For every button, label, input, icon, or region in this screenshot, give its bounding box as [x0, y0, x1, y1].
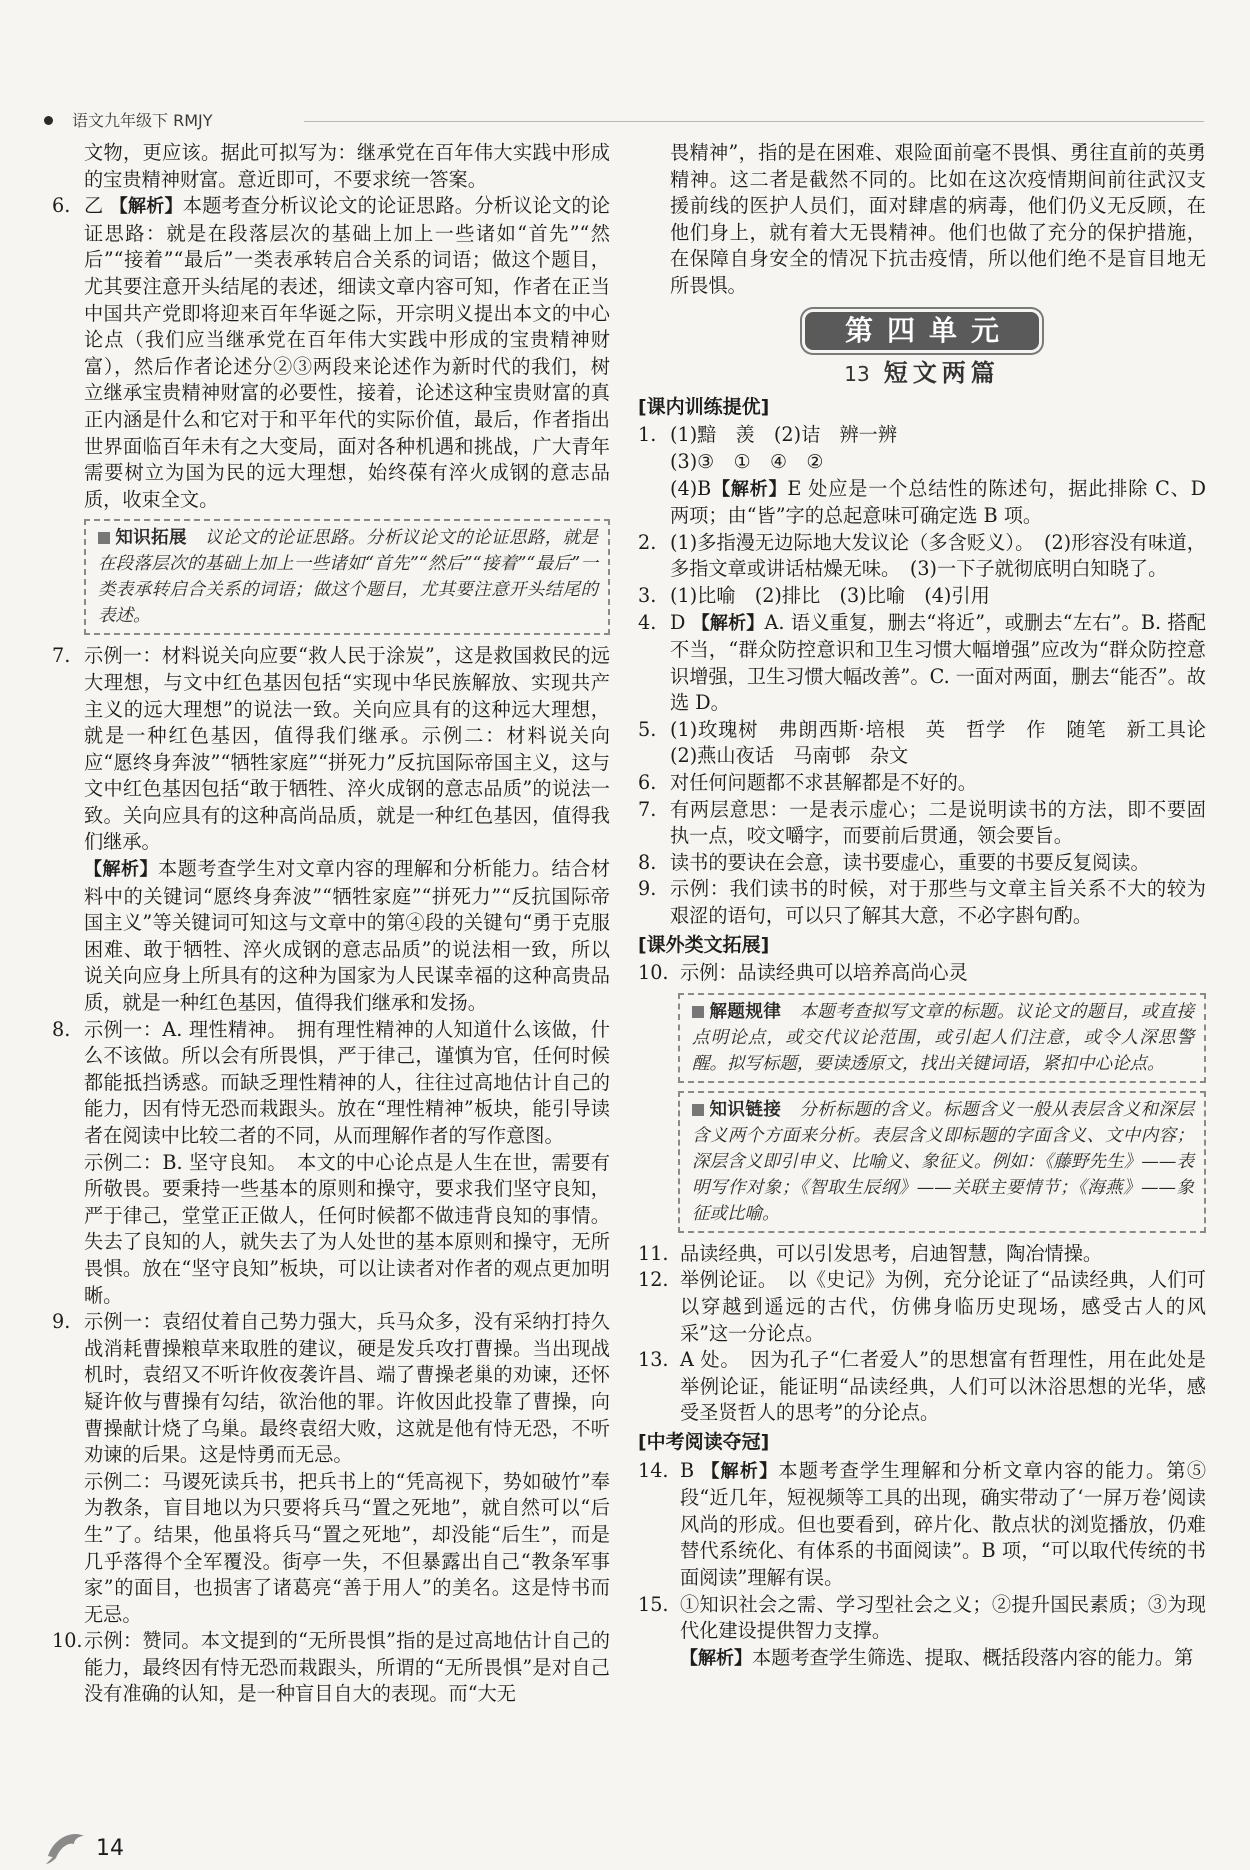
dolphin-icon: [44, 1826, 90, 1866]
section-in-class: [课内训练提优]: [638, 395, 770, 418]
header-title: 语文九年级下 RMJY: [72, 111, 213, 130]
right-column: [638, 140, 1226, 1672]
r-answer-15-analysis: 【解析】本题考查学生筛选、提取、概括段落内容的能力。第: [680, 1645, 1194, 1669]
r-answer-1: 1. (1)黯 羡 (2)诘 辨一辨 (3)③ ① ④ ② (4)B【解析】E 处应是一个总结性的陈述句，据此排除 C、D 两项；由“皆”字的总起意味可确定选 B 项。: [638, 423, 1206, 528]
bullet-icon: [44, 116, 53, 125]
page-number: 14: [96, 1836, 124, 1861]
r-answer-3: 3. (1)比喻 (2)排比 (3)比喻 (4)引用: [638, 583, 990, 607]
r-answer-13: 13. A 处。 因为孔子“仁者爱人”的思想富有哲理性，用在此处是举例论证，能证明“品读经典，人们可以沐浴思想的光华，感受圣贤哲人的思考”的分论点。: [638, 1348, 1206, 1425]
section-extended: [课外类文拓展]: [638, 933, 770, 956]
answer-9: 9. 示例一：袁绍仗着自己势力强大，兵马众多，没有采纳打持久战消耗曹操粮草来取胜的建议，硬是发兵攻打曹操。当出现战机时，袁绍又不听许攸夜袭许昌、端了曹操老巢的劝谏，还怀疑许攸与曹操有勾结，欲治他的罪。许攸因此投靠了曹操，向曹操献计烧了乌巢。最终袁绍大败，这就是他有恃无恐，不听劝谏的后果。这是恃勇而无忌。: [52, 1310, 610, 1467]
answer-8: 8. 示例一：A. 理性精神。 拥有理性精神的人知道什么该做，什么不该做。所以会有所畏惧，严于律己，谨慎为官，任何时候都能抵挡诱惑。而缺乏理性精神的人，往往过高地估计自己的能力，因有恃无恐而栽跟头。放在“理性精神”板块，能引导读者在阅读中比较二者的不同，从而理解作者的写作意图。: [52, 1017, 610, 1147]
box-marker-icon: [692, 1104, 704, 1116]
answer-9-example-2: 示例二：马谡死读兵书，把兵书上的“凭高视下，势如破竹”奉为教条，盲目地以为只要将兵马“置之死地”，就自然可以“后生”了。结果，他虽将兵马“置之死地”，却没能“后生”，而是几乎落得个全军覆没。街亭一失，不但暴露出自己“教条军事家”的面目，也损害了诸葛亮“善于用人”的美名。这是恃书而无忌。: [84, 1469, 610, 1626]
knowledge-link-box: 知识链接 分析标题的含义。标题含义一般从表层含义和深层含义两个方面来分析。表层含义即标题的字面含义、文中内容；深层含义即引申义、比喻义、象征义。例如：《藤野先生》——表明写作对象；《智取生辰纲》——关联主要情节；《海燕》——象征或比喻。: [678, 1091, 1206, 1233]
r-answer-8: 8. 读书的要诀在会意，读书要虚心，重要的书要反复阅读。: [638, 850, 1150, 874]
answer-10: 10. 示例：赞同。本文提到的“无所畏惧”指的是过高地估计自己的能力，最终因有恃无恐而栽跟头，所谓的“无所畏惧”是对自己没有准确的认知，是一种盲目自大的表现。而“大无: [52, 1629, 610, 1706]
r-answer-5: 5. (1)玫瑰树 弗朗西斯·培根 英 哲学 作 随笔 新工具论 (2)燕山夜话 马南邨 杂文: [638, 717, 1226, 768]
unit-title: 第四单元: [805, 312, 1039, 351]
answer-6: 6. 乙 【解析】本题考查分析议论文的论证思路。分析议论文的论证思路：就是在段落层次的基础上加上一些诸如“首先”“然后”“接着”“最后”一类表承转启合关系的词语；做这个题目，尤其要注意开头结尾的表述，细读文章内容可知，作者在正当中国共产党即将迎来百年华诞之际，开宗明义提出本文的中心论点（我们应当继承党在百年伟大实践中形成的宝贵精神财富），然后作者论述分②③两段来论述作为新时代的我们，树立继承宝贵精神财富的必要性，接着，论述这种宝贵财富的真正内涵是什么和它对于和平年代的实际价值，最后，作者指出世界面临百年未有之大变局，面对各种机遇和挑战，广大青年需要树立为国为民的远大理想，始终葆有淬火成钢的意志品质，收束全文。: [52, 194, 611, 511]
answer-7: 7. 示例一：材料说关向应要“救人民于涂炭”，这是救国救民的远大理想，与文中红色基因包括“实现中华民族解放、实现共产主义的远大理想”的说法一致。关向应具有的这种远大理想，就是一种红色基因，值得我们继承。示例二：材料说关向应“愿终身奔波”“牺牲家庭”“拼死力”反抗国际帝国主义，这与文中红色基因包括“敢于牺牲、淬火成钢的意志品质”的说法一致。关向应具有的这种高尚品质，就是一种红色基因，值得我们继承。: [52, 644, 610, 854]
r-answer-12: 12. 举例论证。 以《史记》为例，充分论证了“品读经典，人们可以穿越到遥远的古代，仿佛身临历史现场，感受古人的风采”这一分论点。: [638, 1268, 1206, 1345]
unit-banner: [638, 312, 1206, 351]
r-answer-4: 4. D 【解析】A. 语义重复，删去“将近”，或删去“左右”。B. 搭配不当，“群众防控意识和卫生习惯大幅增强”应改为“群众防控意识增强，卫生习惯大幅改善”。C. 一面对两面，删去“能否”。故选 D。: [638, 610, 1206, 715]
knowledge-box: 知识拓展 议论文的论证思路。分析议论文的论证思路，就是在段落层次的基础上加上一些诸如“首先”“然后”“接着”“最后”一类表承转启合关系的词语；做这个题目，尤其要注意开头结尾的表述。: [84, 519, 610, 635]
left-column: [52, 140, 610, 1708]
r-answer-9: 9. 示例：我们读书的时候，对于那些与文章主旨关系不大的较为艰涩的语句，可以只了解其大意，不必字斟句酌。: [638, 877, 1206, 928]
lesson-title: 13 短文两篇: [844, 359, 1000, 388]
r-answer-7: 7. 有两层意思：一是表示虚心；二是说明读书的方法，即不要固执一点，咬文嚼字，而要前后贯通，领会要旨。: [638, 797, 1206, 848]
r-answer-6: 6. 对任何问题都不求甚解都是不好的。: [638, 771, 977, 795]
r-answer-15: 15. ①知识社会之需、学习型社会之义；②提升国民素质；③为现代化建设提供智力支撑。: [638, 1592, 1206, 1643]
r-answer-2: 2. (1)多指漫无边际地大发议论（多含贬义）。 (2)形容没有味道，多指文章或讲话枯燥无味。 (3)一下子就彻底明白知晓了。: [638, 530, 1206, 581]
header-rule: [304, 121, 1204, 122]
box-marker-icon: [98, 532, 110, 544]
method-box: 解题规律 本题考查拟写文章的标题。议论文的题目，或直接点明论点，或交代议论范围，或引起人们注意，或令人深思警醒。拟写标题，要读透原文，找出关键词语，紧扣中心论点。: [678, 993, 1206, 1083]
r-answer-11: 11. 品读经典，可以引发思考，启迪智慧，陶冶情操。: [638, 1241, 1103, 1265]
box-marker-icon: [692, 1006, 704, 1018]
r-answer-10: 10. 示例：品读经典可以培养高尚心灵: [638, 961, 968, 985]
answer-7-analysis: 【解析】本题考查学生对文章内容的理解和分析能力。结合材料中的关键词“愿终身奔波”“牺牲家庭”“拼死力”“反抗国际帝国主义”等关键词可知这与文章中的第④段的关键句“勇于克服困难、敢于牺牲、淬火成钢的意志品质”的说法相一致，所以说关向应身上所具有的这种为国家为人民谋幸福的这种高贵品质，就是一种红色基因，值得我们继承和发扬。: [84, 857, 611, 1015]
section-exam: [中考阅读夺冠]: [638, 1430, 770, 1453]
r-answer-14: 14. B 【解析】本题考查学生理解和分析文章内容的能力。第⑤段“近几年，短视频等工具的出现，确实带动了‘一屏万卷’阅读风尚的形成。但也要看到，碎片化、散点状的浏览播放，仍难替代系统化、有体系的书面阅读”。B 项，“可以取代传统的书面阅读”理解有误。: [638, 1458, 1207, 1589]
answer-8-example-2: 示例二：B. 坚守良知。 本文的中心论点是人生在世，需要有所敬畏。要秉持一些基本的原则和操守，要求我们坚守良知，严于律己，堂堂正正做人，任何时候都不做违背良知的事情。失去了良知的人，就失去了为人处世的基本原则和操守，无所畏惧。放在“坚守良知”板块，可以让读者对作者的观点更加明晰。: [84, 1150, 610, 1307]
right-intro: 畏精神”，指的是在困难、艰险面前毫不畏惧、勇往直前的英勇精神。这二者是截然不同的。比如在这次疫情期间前往武汉支援前线的医护人员们，面对肆虐的病毒，他们仍义无反顾，在他们身上，就有着大无畏精神。他们也做了充分的保护措施，在保障自身安全的情况下抗击疫情，所以他们绝不是盲目地无所畏惧。: [670, 141, 1206, 297]
running-header: [44, 108, 1204, 132]
left-intro: 文物，更应该。据此可拟写为：继承党在百年伟大实践中形成的宝贵精神财富。意近即可，不要求统一答案。: [84, 141, 610, 191]
